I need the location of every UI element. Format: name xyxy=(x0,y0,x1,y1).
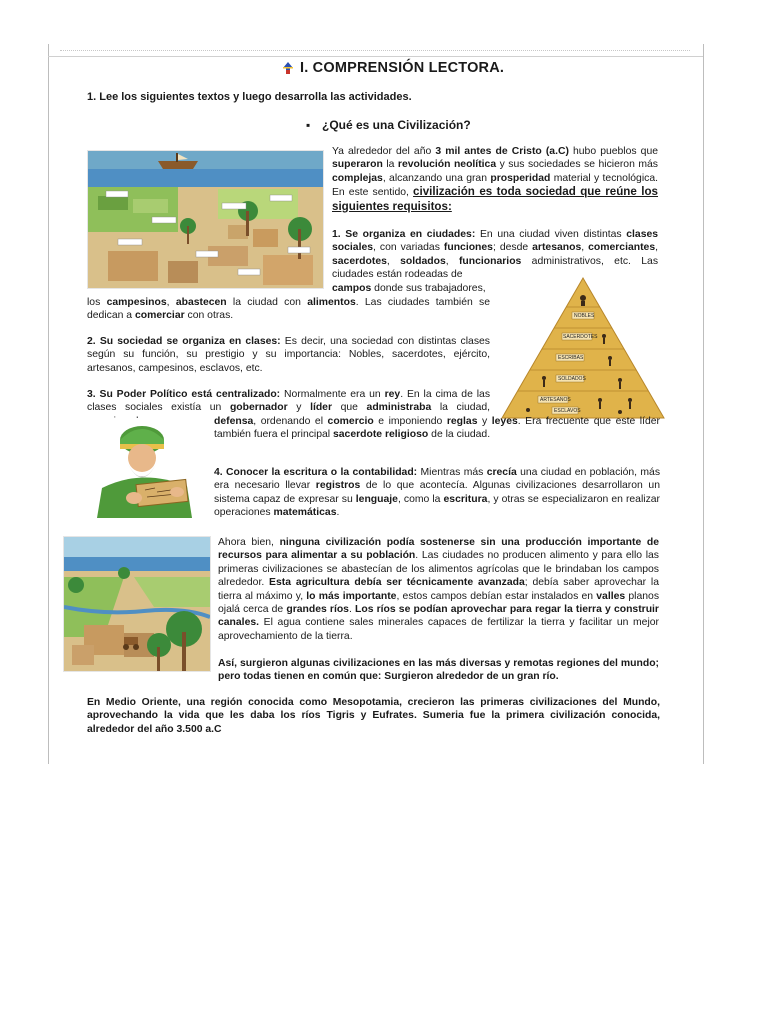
arrow-bullet-icon xyxy=(281,61,295,75)
requirement-2: 2. Su sociedad se organiza en clases: Es decir, una sociedad con distintas clases según su función, su prestigio y su importancia: Nobles, sacerdotes, ejército, artesanos, campesinos, esclavos, etc. xyxy=(87,336,490,374)
pyramid-label-1: NOBLES xyxy=(574,313,595,319)
pyramid-label-5: ARTESANOS xyxy=(540,397,571,403)
intro-paragraph: Ya alrededor del año 3 mil antes de Cristo (a.C) hubo pueblos que superaron la revolución neolítica y sus sociedades se hicieron más complejas, alcanzando una gran prosperidad material y tecnológica. En este sentido, civilización es toda sociedad que reúne los siguientes requisitos: xyxy=(332,146,659,213)
pyramid-label-6: ESCLAVOS xyxy=(554,408,581,414)
page-top-line xyxy=(48,56,703,57)
instruction: 1. Lee los siguientes textos y luego desarrolla las actividades. xyxy=(87,91,412,103)
page-right-border xyxy=(703,44,704,764)
requirement-3-top: 3. Su Poder Político está centralizado: Normalmente era un rey. En la cima de las clases sociales existía un gobernador y líder que administraba la ciudad, xyxy=(87,389,491,414)
pyramid-label-2: SACERDOTES xyxy=(563,334,598,340)
requirement-3-bottom: defensa, ordenando el comercio e imponiendo reglas y leyes. Era frecuente que este líder también fuera el principal sacerdote religioso de la ciudad. xyxy=(214,416,660,441)
page-title xyxy=(300,60,504,76)
section-question: ¿Qué es una Civilización? xyxy=(322,118,471,132)
requirement-1-top: 1. Se organiza en ciudades: En una ciudad viven distintas clases sociales, con variadas funciones; desde artesanos, comerciantes, sacerdotes, soldados, funcionarios administrativos, etc. Las ciudades están rodeadas de xyxy=(332,229,659,281)
title-text: I. COMPRENSIÓN LECTORA. xyxy=(300,60,505,76)
bullet-icon: ▪ xyxy=(306,118,311,132)
requirement-1-mid: campos donde sus trabajadores, xyxy=(332,283,486,294)
emergence-paragraph: Así, surgieron algunas civilizaciones en las más diversas y remotas regiones del mundo; pero todas tienen en común que: Surgieron alrededor de un gran río. xyxy=(218,658,659,683)
social-pyramid-illustration xyxy=(500,276,666,420)
ancient-city-illustration xyxy=(87,150,324,289)
pyramid-label-3: ESCRIBAS xyxy=(558,355,584,361)
river-farming-illustration xyxy=(63,536,211,672)
agriculture-paragraph: Ahora bien, ninguna civilización podía sostenerse sin una producción importante de recursos para alimentar a su población. Las ciudades no producen alimento y para ello las primeras civilizaciones se abastecían de los alimentos agrícolas que le brindaban los campos alrededor. Esta agricultura debía ser técnicamente avanzada; debía saber aprovechar la tierra al máximo y, lo más importante, estos campos debían estar instalados en valles planos ojalá cerca de grandes ríos. Los ríos se podían aprovechar para regar la tierra y construir canales. El agua contiene sales minerales capaces de fertilizar la tierra y facilitar un mejor aprovechamiento de la tierra. xyxy=(218,537,660,642)
requirement-4: 4. Conocer la escritura o la contabilidad: Mientras más crecía una ciudad en población, más era necesario llevar registros de lo que acontecía. Algunas civilizaciones desarrollaron un sistema capaz de expresar su lenguaje, como la escritura, y otras se especializaron en realizar operaciones matemáticas. xyxy=(214,467,661,519)
scribe-illustration xyxy=(87,418,207,518)
page-left-border xyxy=(48,44,49,764)
pyramid-label-4: SOLDADOS xyxy=(558,376,586,382)
page-top-dots xyxy=(60,44,690,51)
mesopotamia-paragraph: En Medio Oriente, una región conocida como Mesopotamia, crecieron las primeras civilizaciones del Mundo, aprovechando la vida que les daba los ríos Tigris y Eufrates. Sumeria fue la primera civilización conocida, alrededor del año 3.500 a.C xyxy=(87,697,660,735)
requirement-1-bottom: los campesinos, abastecen la ciudad con alimentos. Las ciudades también se dedican a comerciar con otras. xyxy=(87,297,491,322)
